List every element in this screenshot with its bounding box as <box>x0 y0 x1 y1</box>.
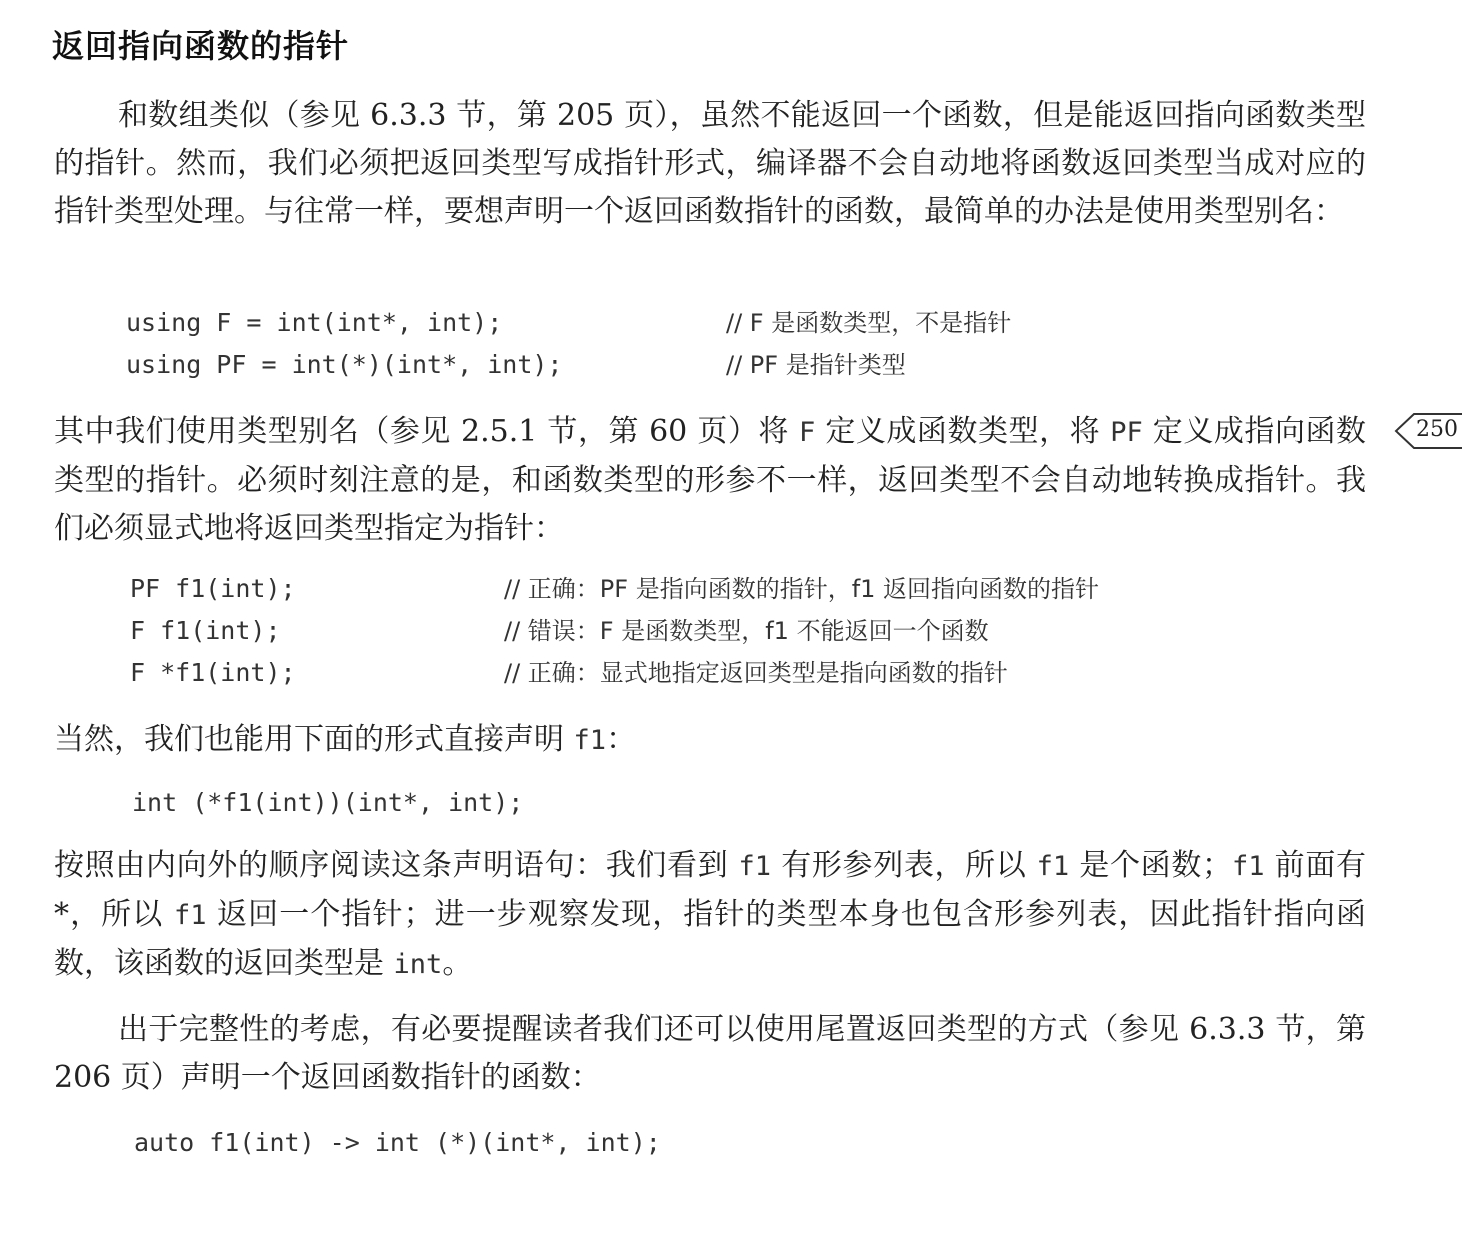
text-span: 按照由内向外的顺序阅读这条声明语句：我们看到 <box>54 848 739 883</box>
code-text: auto f1(int) -> int (*)(int*, int); <box>134 1128 661 1157</box>
paragraph-reading-order <box>54 842 1366 989</box>
paragraph-trailing-return: 出于完整性的考虑，有必要提醒读者我们还可以使用尾置返回类型的方式（参见 6.3.3 节，第 206 页）声明一个返回函数指针的函数： <box>54 1012 1366 1095</box>
code-block-pointer-return <box>130 568 1330 694</box>
inline-code: f1 <box>738 851 772 882</box>
text-span: 有形参列表，所以 <box>771 848 1037 883</box>
paragraph-intro: 和数组类似（参见 6.3.3 节，第 205 页），虽然不能返回一个函数，但是能返回指向函数类型的指针。然而，我们必须把返回类型写成指针形式，编译器不会自动地将函数返回类型当成对应的指针类型处理。与往常一样，要想声明一个返回函数指针的函数，最简单的办法是使用类型别名： <box>54 98 1366 229</box>
text-span: ： <box>606 722 637 757</box>
inline-code: f1 <box>1036 851 1070 882</box>
code-block-type-alias <box>126 302 1226 386</box>
text-span: 前面有*，所以 <box>54 848 1366 932</box>
text-span: 返回一个指针；进一步观察发现，指针的类型本身也包含形参列表，因此指针指向函数，该函数的返回类型是 <box>54 897 1366 981</box>
code-line <box>126 344 1226 386</box>
code-block-direct <box>132 782 1032 824</box>
code-line <box>126 302 1226 344</box>
section-heading: 返回指向函数的指针 <box>52 27 350 65</box>
text-span: 其中我们使用类型别名（参见 2.5.1 节，第 60 页）将 <box>54 414 799 449</box>
code-comment: // F 是函数类型，不是指针 <box>726 309 1012 337</box>
code-comment: // 正确：显式地指定返回类型是指向函数的指针 <box>504 659 1008 687</box>
text-span: 当然，我们也能用下面的形式直接声明 <box>54 722 574 757</box>
text-span: 是个函数； <box>1069 848 1232 883</box>
code-text: PF f1(int); <box>130 574 296 603</box>
code-line <box>132 782 1032 824</box>
paragraph-direct-declare <box>54 716 1366 765</box>
code-comment: // 错误：F 是函数类型，f1 不能返回一个函数 <box>504 617 989 645</box>
inline-code: F <box>799 417 816 448</box>
code-line <box>134 1122 1034 1164</box>
text-span: 定义成指向函数类型的指针。必须时刻注意的是，和函数类型的形参不一样，返回类型不会自动地转换成指针。我们必须显式地将返回类型指定为指针： <box>54 414 1367 546</box>
code-text: int (*f1(int))(int*, int); <box>132 788 524 817</box>
code-text: using F = int(int*, int); <box>126 308 503 337</box>
inline-code: int <box>393 949 443 980</box>
code-text: F *f1(int); <box>130 658 296 687</box>
paragraph-alias-explanation <box>54 408 1366 553</box>
code-line <box>130 568 1330 610</box>
code-line <box>130 610 1330 652</box>
code-text: using PF = int(*)(int*, int); <box>126 350 563 379</box>
inline-code: f1 <box>1231 851 1265 882</box>
margin-page-marker <box>1392 412 1462 450</box>
margin-page-number: 250 <box>1416 417 1458 442</box>
code-text: F f1(int); <box>130 616 281 645</box>
code-comment: // 正确：PF 是指向函数的指针，f1 返回指向函数的指针 <box>504 575 1100 603</box>
inline-code: f1 <box>173 900 207 931</box>
inline-code: PF <box>1110 417 1143 448</box>
inline-code: f1 <box>573 725 607 756</box>
text-span: 定义成函数类型，将 <box>815 414 1111 449</box>
code-line <box>130 652 1330 694</box>
code-comment: // PF 是指针类型 <box>726 351 906 379</box>
text-span: 。 <box>442 946 473 981</box>
code-block-trailing <box>134 1122 1034 1164</box>
